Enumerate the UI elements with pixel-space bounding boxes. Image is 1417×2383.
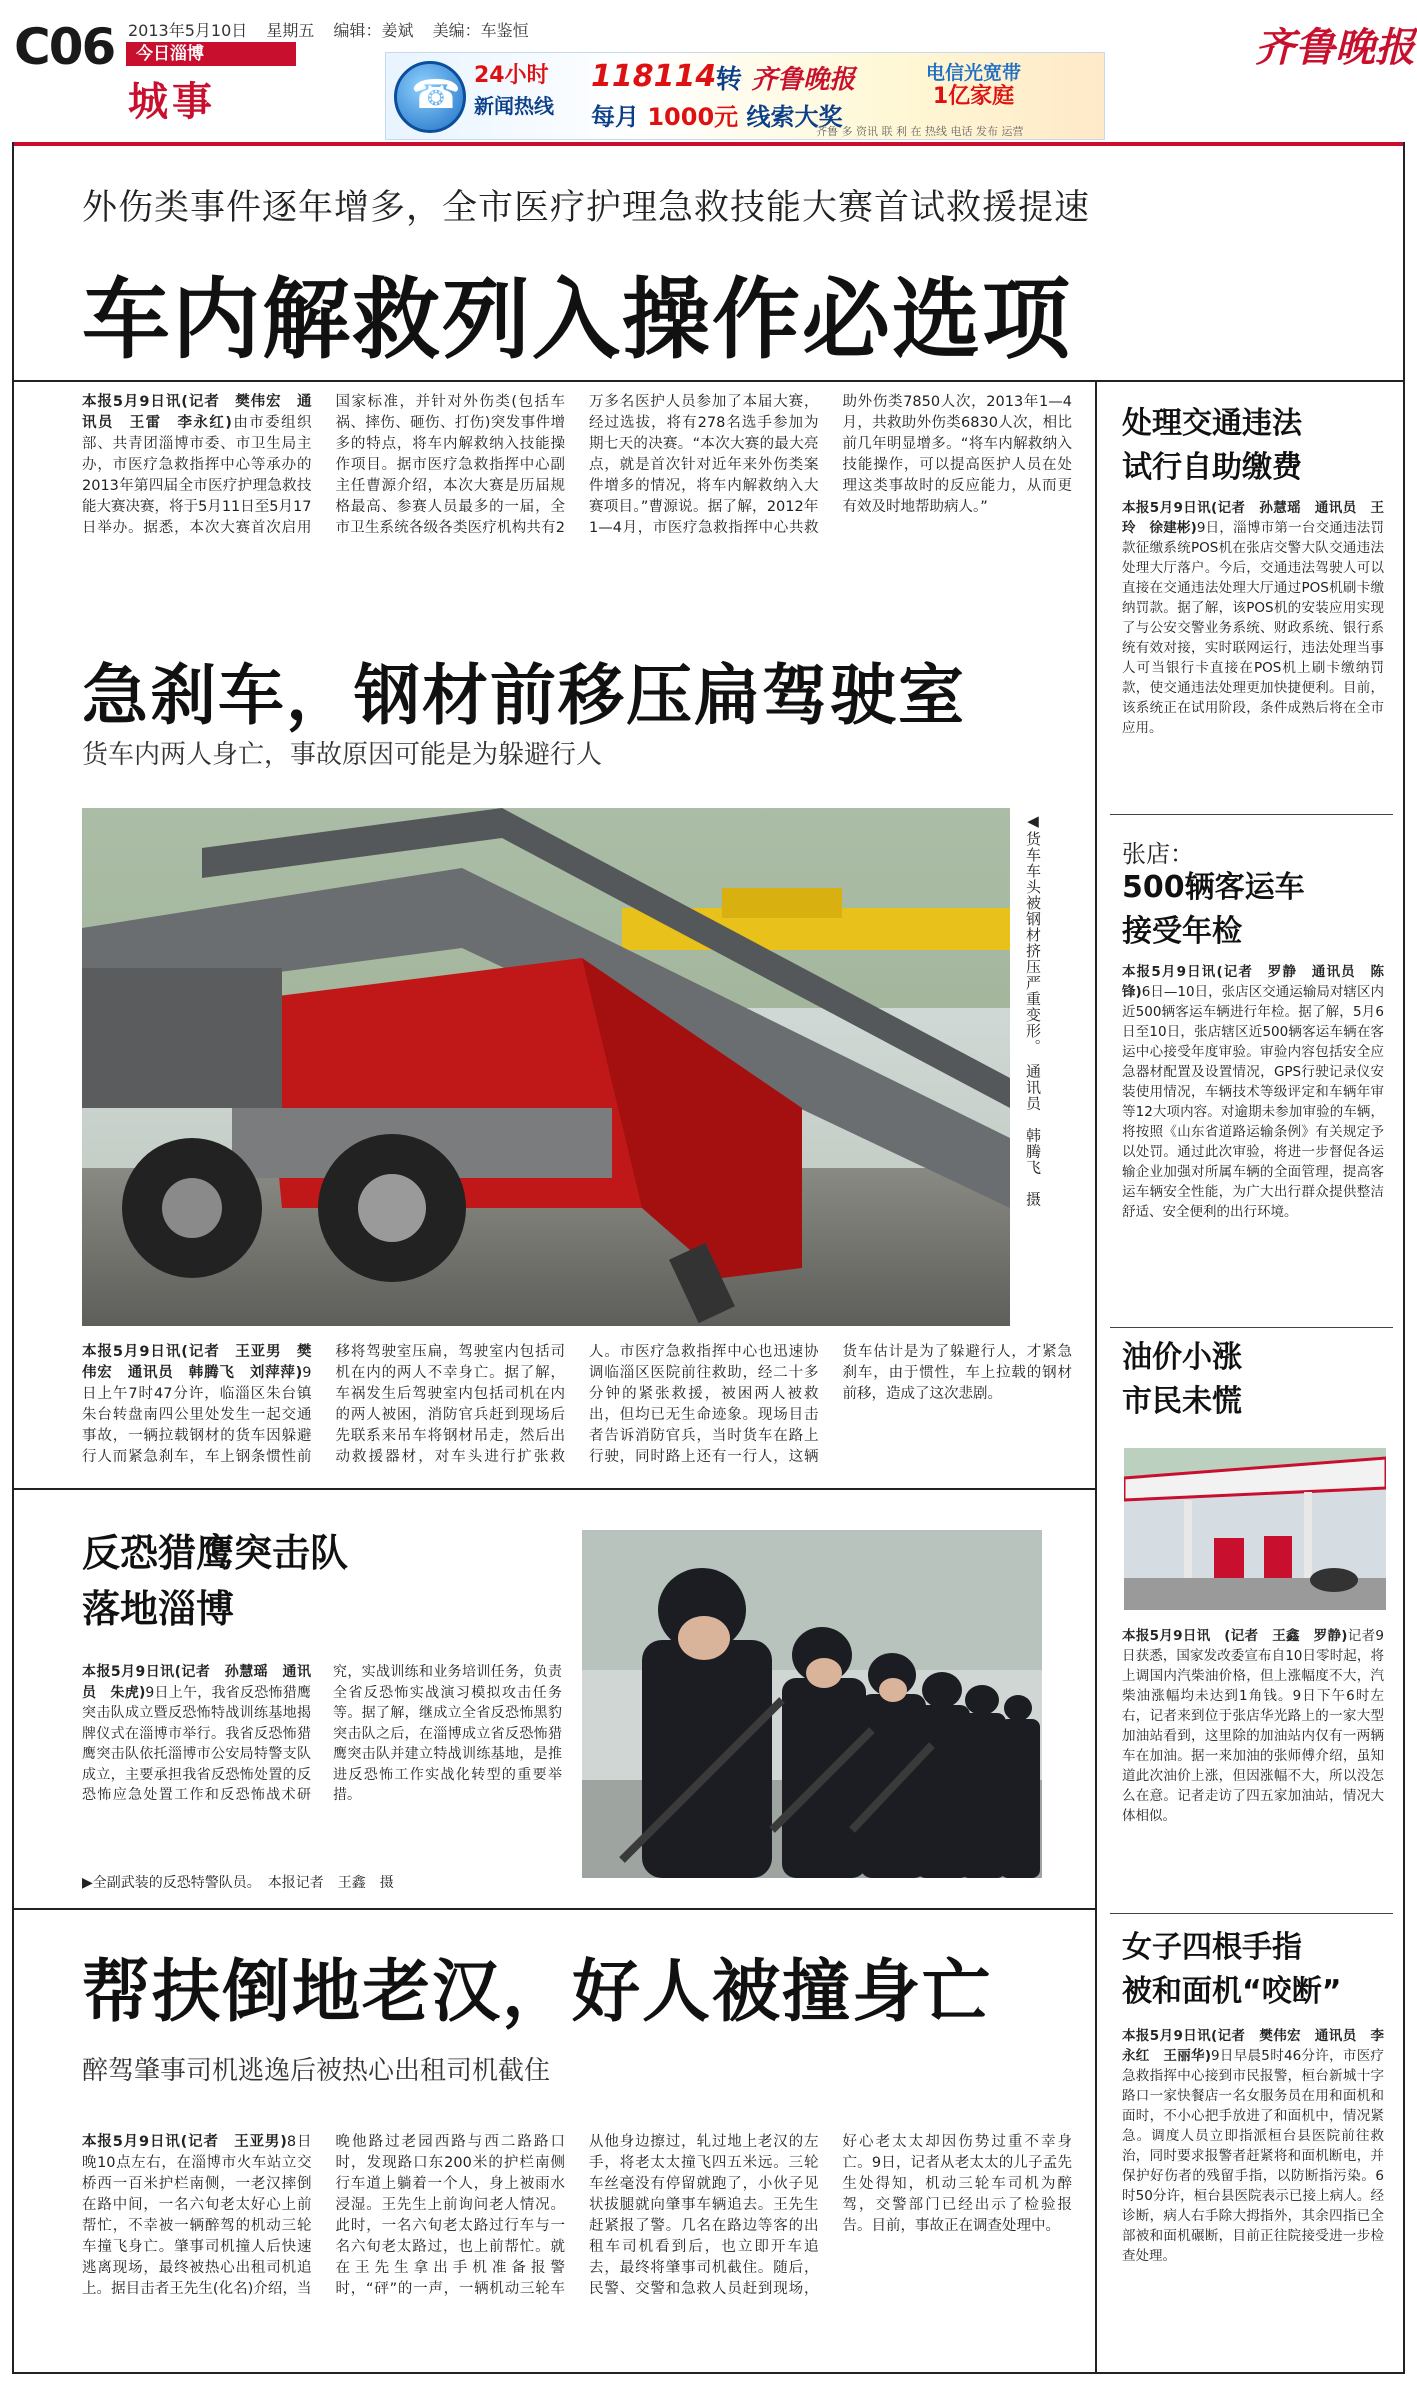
banner-telecom-1: 电信光宽带 [926,62,1022,84]
banner-reward [591,97,843,132]
side1-title-line2: 试行自助缴费 [1122,450,1302,485]
article3-body [82,1662,562,1858]
article3-title-line2: 落地淄博 [82,1587,235,1631]
article1-kicker: 外伤类事件逐年增多，全市医疗护理急救技能大赛首试救援提速 [82,188,1091,228]
side-column-divider [1095,380,1097,2374]
article1-body [82,392,1072,562]
banner-amount: 1000元 [647,103,739,131]
side4-title-line1: 女子四根手指 [1122,1930,1302,1965]
masthead [0,0,1417,138]
banner-reward-label: 线索大奖 [746,103,843,131]
side1-title-line1: 处理交通违法 [1122,406,1302,441]
article2-text: 9日上午7时47分许，临淄区朱台镇朱台转盘南四公里处发生一起交通事故，一辆拉载钢材的货车因躲避行人而紧急刹车，车上钢条惯性前移将驾驶室压扁，驾驶室内包括司机在内的两人不幸身亡。据了解，车祸发生后驾驶室内包括司机在内的两人被困，消防官兵赶到现场后先联系来吊车将钢材吊走，然后出动救援器材，对车头进行扩张救人。市医疗急救指挥中心也迅速协调临淄区医院前往救助，经二十多分钟的紧张救援，被困两人被救出，但均已无生命迹象。现场目击者告诉消防官兵，当时货车在路上行驶，同时路上还有一行人，这辆货车估计是为了躲避行人，才紧急刹车，由于惯性，车上拉载的钢材前移，造成了这次悲剧。 [82,1344,1072,1465]
banner-paper-name: 齐鲁晚报 [751,65,856,95]
divider-article1 [12,380,1405,382]
editor-credit: 编辑：姜斌 [333,21,414,40]
article4-byline: 本报5月9日讯(记者 王亚男) [82,2134,287,2150]
swat-photo-caption: ▶全副武装的反恐特警队员。 本报记者 王鑫 摄 [82,1875,394,1891]
telephone-icon [394,61,466,133]
article2-title: 急刹车，钢材前移压扁驾驶室 [82,657,966,734]
paper-logo: 齐鲁晚报 [1255,24,1415,71]
side3-body [1122,1626,1384,1908]
dateline [128,18,543,41]
banner-footnote: 齐鲁 多 资讯 联 利 在 热线 电话 发布 运营 [816,125,1024,138]
side3-byline: 本报5月9日讯 (记者 王鑫 罗静) [1122,1628,1348,1644]
article4-body [82,2132,1072,2362]
article4-title: 帮扶倒地老汉，好人被撞身亡 [82,1953,993,2032]
issue-date: 2013年5月10日 [128,21,248,40]
side1-text: 9日，淄博市第一台交通违法罚款征缴系统POS机在张店交警大队交通违法处理大厅落户。今后，交通违法驾驶人可以直接在交通违法处理大厅通过POS机刷卡缴纳罚款。据了解，该POS机的安装应用实现了与公安交警业务系统、财政系统、银行系统有效对接，实时联网运行，违法处理当事人可当银行卡直接在POS机上刷卡缴纳罚款，使交通违法处理更加快捷便利。目前，该系统正在试用阶段，条件成熟后将在全市应用。 [1122,520,1384,736]
article1-title: 车内解救列入操作必选项 [82,268,1073,371]
article1-text: 由市委组织部、共青团淄博市委、市卫生局主办，市医疗急救指挥中心等承办的2013年第四届全市医疗护理急救技能大赛决赛，将于5月11日至5月17日举办。据悉，本次大赛首次启用国家标准，并针对外伤类(包括车祸、摔伤、砸伤、打伤)突发事件增多的特点，将车内解救纳入技能操作项目。据市医疗急救指挥中心副主任曹源介绍，本次大赛是历届规格最高、参赛人员最多的一届，全市卫生系统各级各类医疗机构共有2万多名医护人员参加了本届大赛，经过选拔，将有278名选手参加为期七天的决赛。“本次大赛的最大亮点，就是首次针对近年来外伤类案件增多的情况，将车内解救纳入大赛项目。”曹源说。据了解，2012年1—4月，市医疗急救指挥中心共救助外伤类7850人次，2013年1—4月，共救助外伤类6830人次，相比前几年明显增多。“将车内解救纳入技能操作，可以提高医护人员在处理这类事故时的反应能力，从而更有效及时地帮助病人。” [82,394,1072,536]
banner-telecom-2: 1亿家庭 [932,84,1015,109]
banner-hotline-line2: 新闻热线 [474,94,554,118]
article2-body [82,1342,1072,1476]
side1-byline: 本报5月9日讯(记者 孙慧瑶 通讯员 王玲 徐建彬) [1122,500,1384,536]
article4-text: 8日晚10点左右，在淄博市火车站立交桥西一百米护栏南侧，一老汉摔倒在路中间，一名六旬老太好心上前帮忙，不幸被一辆醉驾的机动三轮车撞飞身亡。肇事司机撞人后快速逃离现场，最终被热心出租司机追上。据目击者王先生(化名)介绍，当晚他路过老园西路与西二路路口时，发现路口东200米的护栏南侧行车道上躺着一个人，身上被雨水浸湿。王先生上前询问老人情况。此时，一名六旬老太路过行车与一名六旬老太路过，也上前帮忙。就在王先生拿出手机准备报警时，“砰”的一声，一辆机动三轮车从他身边擦过，轧过地上老汉的左手，将老太太撞飞四五米远。三轮车丝毫没有停留就跑了，小伙子见状拔腿就向肇事车辆追去。王先生赶紧报了警。几名在路边等客的出租车司机看到后，也立即开车追去，最终将肇事司机截住。随后，民警、交警和急救人员赶到现场，好心老太太却因伤势过重不幸身亡。9日，记者从老太太的儿子孟先生处得知，机动三轮车司机为醉驾，交警部门已经出示了检验报告。目前，事故正在调查处理中。 [82,2134,1072,2297]
side2-title-line2: 接受年检 [1122,914,1242,949]
side1-body [1122,498,1384,808]
side4-text: 9日早晨5时46分许，市医疗急救指挥中心接到市民报警，桓台新城十字路口一家快餐店一名女服务员在用和面机和面时，不小心把手放进了和面机中，情况紧急。调度人员立即指派桓台县医院前往救治，同时要求报警者赶紧将和面机断电，并保护好伤者的残留手指，以防断指污染。6时50分许，桓台县医院表示已接上病人。经诊断，病人右手除大拇指外，其余四指已全部被和面机碾断，目前正往院接受进一步检查处理。 [1122,2048,1384,2264]
truck-accident-photo [82,808,1010,1326]
divider-side2 [1110,1327,1393,1328]
side2-title-line1: 500辆客运车 [1122,870,1305,905]
banner-telecom [926,61,1021,109]
issue-weekday: 星期五 [266,21,315,40]
truck-accident-illustration [82,808,1010,1326]
divider-side3 [1110,1913,1393,1914]
article3-byline: 本报5月9日讯(记者 孙慧瑶 通讯员 朱虎) [82,1664,311,1701]
banner-zhuan: 转 [716,65,743,95]
article1-byline: 本报5月9日讯(记者 樊伟宏 通讯员 王雷 李永红) [82,394,312,431]
article3-text: 9日上午，我省反恐怖猎鹰突击队成立暨反恐怖特战训练基地揭牌仪式在淄博市举行。我省反恐怖猎鹰突击队依托淄博市公安局特警支队成立，主要承担我省反恐怖处置的反恐怖应急处置工作和反恐怖战术研究，实战训练和业务培训任务，负责全省反恐怖实战演习模拟攻击任务等。据了解，继成立全省反恐怖黑豹突击队之后，在淄博成立省反恐怖猎鹰突击队并建立特战训练基地，是推进反恐怖工作实战化转型的重要举措。 [82,1664,562,1803]
swat-team-illustration [582,1530,1042,1878]
truck-photo-caption: ◀货车车头被钢材挤压严重变形。 通讯员 韩腾飞 摄 [1024,812,1042,1208]
side2-text: 6日—10日，张店区交通运输局对辖区内近500辆客运车辆进行年检。据了解，5月6日至10日，张店辖区近500辆客运车辆在客运中心接受年度审验。审验内容包括安全应急器材配置及设置情况，GPS行驶记录仪安装使用情况，车辆技术等级评定和车辆年审等12大项内容。对逾期未参加审验的车辆，将按照《山东省道路运输条例》有关规定予以处罚。通过此次审验，将进一步督促各运输企业加强对所属车辆的全面管理，提高客运车辆安全性能，为广大出行群众提供整洁舒适、安全便利的出行环境。 [1122,984,1384,1220]
gas-station-illustration [1124,1448,1386,1610]
side3-text: 记者9日获悉，国家发改委宣布自10日零时起，将上调国内汽柴油价格，但上涨幅度不大，汽柴油涨幅均未达到1角钱。9日下午6时左右，记者来到位于张店华光路上的一家大型加油站看到，这里除的加油站内仅有一两辆车在加油。据一来加油的张师傅介绍，虽知道此次油价上涨，但因涨幅不大，所以没怎么在意。记者走访了四五家加油站，情况大体相似。 [1122,1628,1384,1824]
section-name: 城事 [128,79,216,125]
side3-title-line1: 油价小涨 [1122,1340,1242,1375]
swat-team-photo [582,1530,1042,1878]
banner-hotline-line1: 24小时 [474,63,549,88]
article4-subtitle: 醉驾肇事司机逃逸后被热心出租司机截住 [82,2056,551,2086]
article2-byline: 本报5月9日讯(记者 王亚男 樊伟宏 通讯员 韩腾飞 刘萍萍) [82,1344,312,1381]
banner-transfer [716,59,855,96]
hotline-banner [385,52,1105,140]
page-number: C06 [14,18,115,76]
article2-subtitle: 货车内两人身亡，事故原因可能是为躲避行人 [82,740,603,770]
side4-byline: 本报5月9日讯(记者 樊伟宏 通讯员 李永红 王丽华) [1122,2028,1384,2064]
side3-title-line2: 市民未慌 [1122,1384,1242,1419]
side2-byline: 本报5月9日讯(记者 罗静 通讯员 陈锋) [1122,964,1384,1000]
banner-hotline-label [474,61,554,121]
designer-credit: 美编：车鉴恒 [432,21,529,40]
side2-pre: 张店： [1122,840,1194,868]
side4-body [1122,2026,1384,2362]
gas-station-photo [1124,1448,1386,1610]
section-bar: 今日淄博 [126,42,296,66]
side2-body [1122,962,1384,1322]
divider-article2 [12,1488,1095,1490]
article3-title-line1: 反恐猎鹰突击队 [82,1531,349,1575]
banner-monthly: 每月 [591,103,639,131]
divider-side1 [1110,814,1393,815]
divider-article3 [12,1908,1095,1910]
banner-phone-number: 118114 [591,59,717,94]
side4-title-line2: 被和面机“咬断” [1122,1974,1342,2009]
